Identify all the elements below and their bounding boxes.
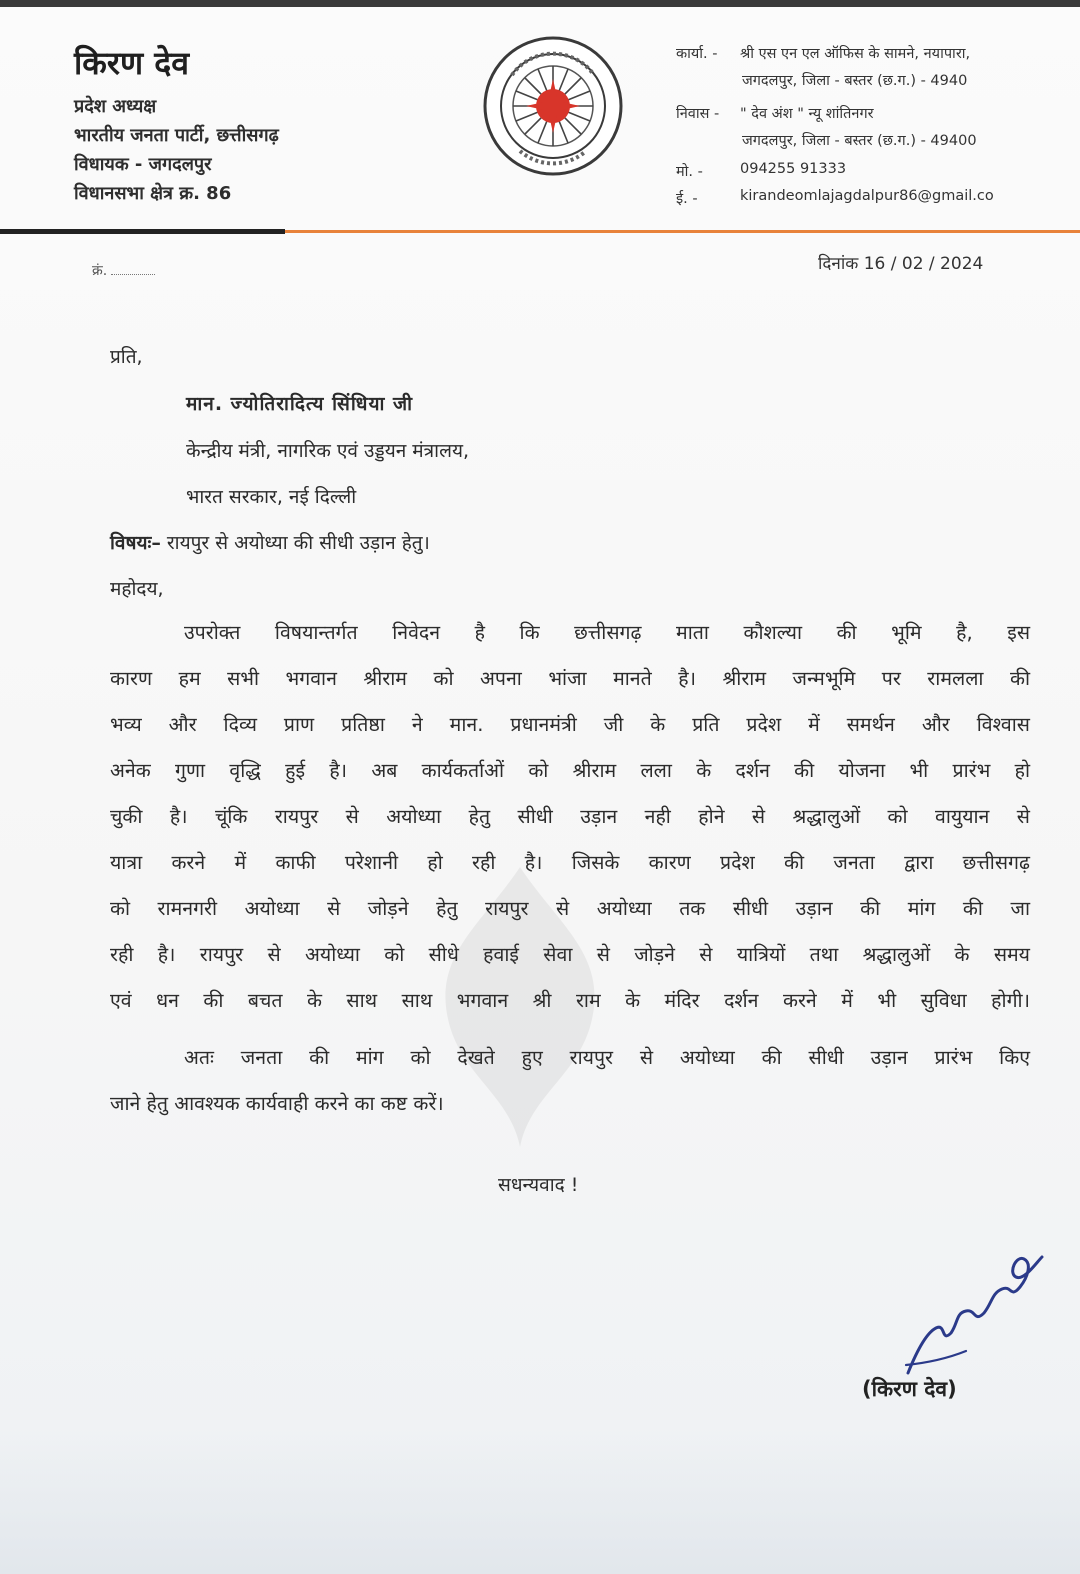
residence-address-line1: " देव अंश " न्यू शांतिनगर (740, 106, 874, 122)
sender-party: भारतीय जनता पार्टी, छत्तीसगढ़ (74, 125, 279, 146)
recipient-designation: केन्द्रीय मंत्री, नागरिक एवं उड्डयन मंत्रालय, (186, 440, 470, 462)
email-label: ई. - (676, 191, 698, 207)
salutation: महोदय, (110, 578, 164, 600)
top-edge (0, 0, 1080, 7)
paragraph-line: उपरोक्त विषयान्तर्गत निवेदन है कि छत्तीसगढ़ माता कौशल्या की भूमि है, इस (184, 621, 1030, 644)
letterhead-contact (676, 43, 1080, 215)
letter-date: दिनांक 16 / 02 / 2024 (818, 254, 984, 274)
paragraph-line: कारण हम सभी भगवान श्रीराम को अपना भांजा मानते है। श्रीराम जन्मभूमि पर रामलला की (110, 667, 1030, 690)
body-paragraph-2 (110, 1035, 1030, 1127)
paragraph-line: चुकी है। चूंकि रायपुर से अयोध्या हेतु सीधी उड़ान नही होने से श्रद्धालुओं को वायुयान से (110, 805, 1030, 828)
paragraph-line: जाने हेतु आवश्यक कार्यवाही करने का कष्ट करें। (110, 1092, 444, 1115)
reference-number (92, 261, 155, 280)
paragraph-line: एवं धन की बचत के साथ साथ भगवान श्री राम के मंदिर दर्शन करने में भी सुविधा होगी। (110, 989, 1030, 1012)
sender-constituency: विधानसभा क्षेत्र क्र. 86 (74, 183, 232, 204)
sender-name: किरण देव (74, 44, 190, 82)
letter-page (0, 7, 1080, 1574)
paragraph-line: भव्य और दिव्य प्राण प्रतिष्ठा ने मान. प्रधानमंत्री जी के प्रति प्रदेश में समर्थन और विश्वास (110, 713, 1030, 736)
sender-title: प्रदेश अध्यक्ष (74, 96, 157, 117)
subject-label: विषयः– (110, 532, 161, 554)
closing: सधन्यवाद ! (498, 1174, 579, 1196)
office-address-line1: श्री एस एन एल ऑफिस के सामने, नयापारा, (740, 46, 971, 62)
paragraph-line: अनेक गुणा वृद्धि हुई है। अब कार्यकर्ताओं को श्रीराम लला के दर्शन की योजना भी प्रारंभ हो (110, 759, 1030, 782)
recipient-address: भारत सरकार, नई दिल्ली (186, 486, 357, 508)
subject-text: रायपुर से अयोध्या की सीधी उड़ान हेतु। (166, 532, 430, 554)
to-label: प्रति, (110, 346, 143, 368)
office-label: कार्या. - (676, 46, 718, 62)
letterhead-divider (0, 229, 1080, 235)
paragraph-line: को रामनगरी अयोध्या से जोड़ने हेतु रायपुर से अयोध्या तक सीधी उड़ान की मांग की जा (110, 897, 1030, 920)
body-paragraph-1 (110, 610, 1030, 1024)
paragraph-line: रही है। रायपुर से अयोध्या को सीधे हवाई सेवा से जोड़ने से यात्रियों तथा श्रद्धालुओं के समय (110, 943, 1030, 966)
signature-icon (896, 1233, 1046, 1383)
residence-label: निवास - (676, 106, 720, 122)
mobile-label: मो. - (676, 164, 703, 180)
seal-emblem-icon (482, 35, 624, 177)
sender-mla: विधायक - जगदलपुर (74, 154, 212, 175)
bottom-shade (0, 1427, 1080, 1574)
signer-name: (किरण देव) (862, 1377, 957, 1401)
paragraph-line: अतः जनता की मांग को देखते हुए रायपुर से अयोध्या की सीधी उड़ान प्रारंभ किए (184, 1046, 1030, 1069)
letterhead-left (74, 41, 279, 208)
subject-line (110, 529, 430, 555)
recipient-name: मान. ज्योतिरादित्य सिंधिया जी (186, 393, 414, 415)
office-address-line2: जगदलपुर, जिला - बस्तर (छ.ग.) - 4940 (742, 73, 968, 89)
paragraph-line: यात्रा करने में काफी परेशानी हो रही है। जिसके कारण प्रदेश की जनता द्वारा छत्तीसगढ़ (110, 851, 1030, 874)
reference-label: क्रं. (92, 263, 108, 279)
email-address: kirandeomlajagdalpur86@gmail.co (740, 188, 994, 204)
mobile-number: 094255 91333 (740, 161, 847, 177)
residence-address-line2: जगदलपुर, जिला - बस्तर (छ.ग.) - 49400 (742, 133, 977, 149)
